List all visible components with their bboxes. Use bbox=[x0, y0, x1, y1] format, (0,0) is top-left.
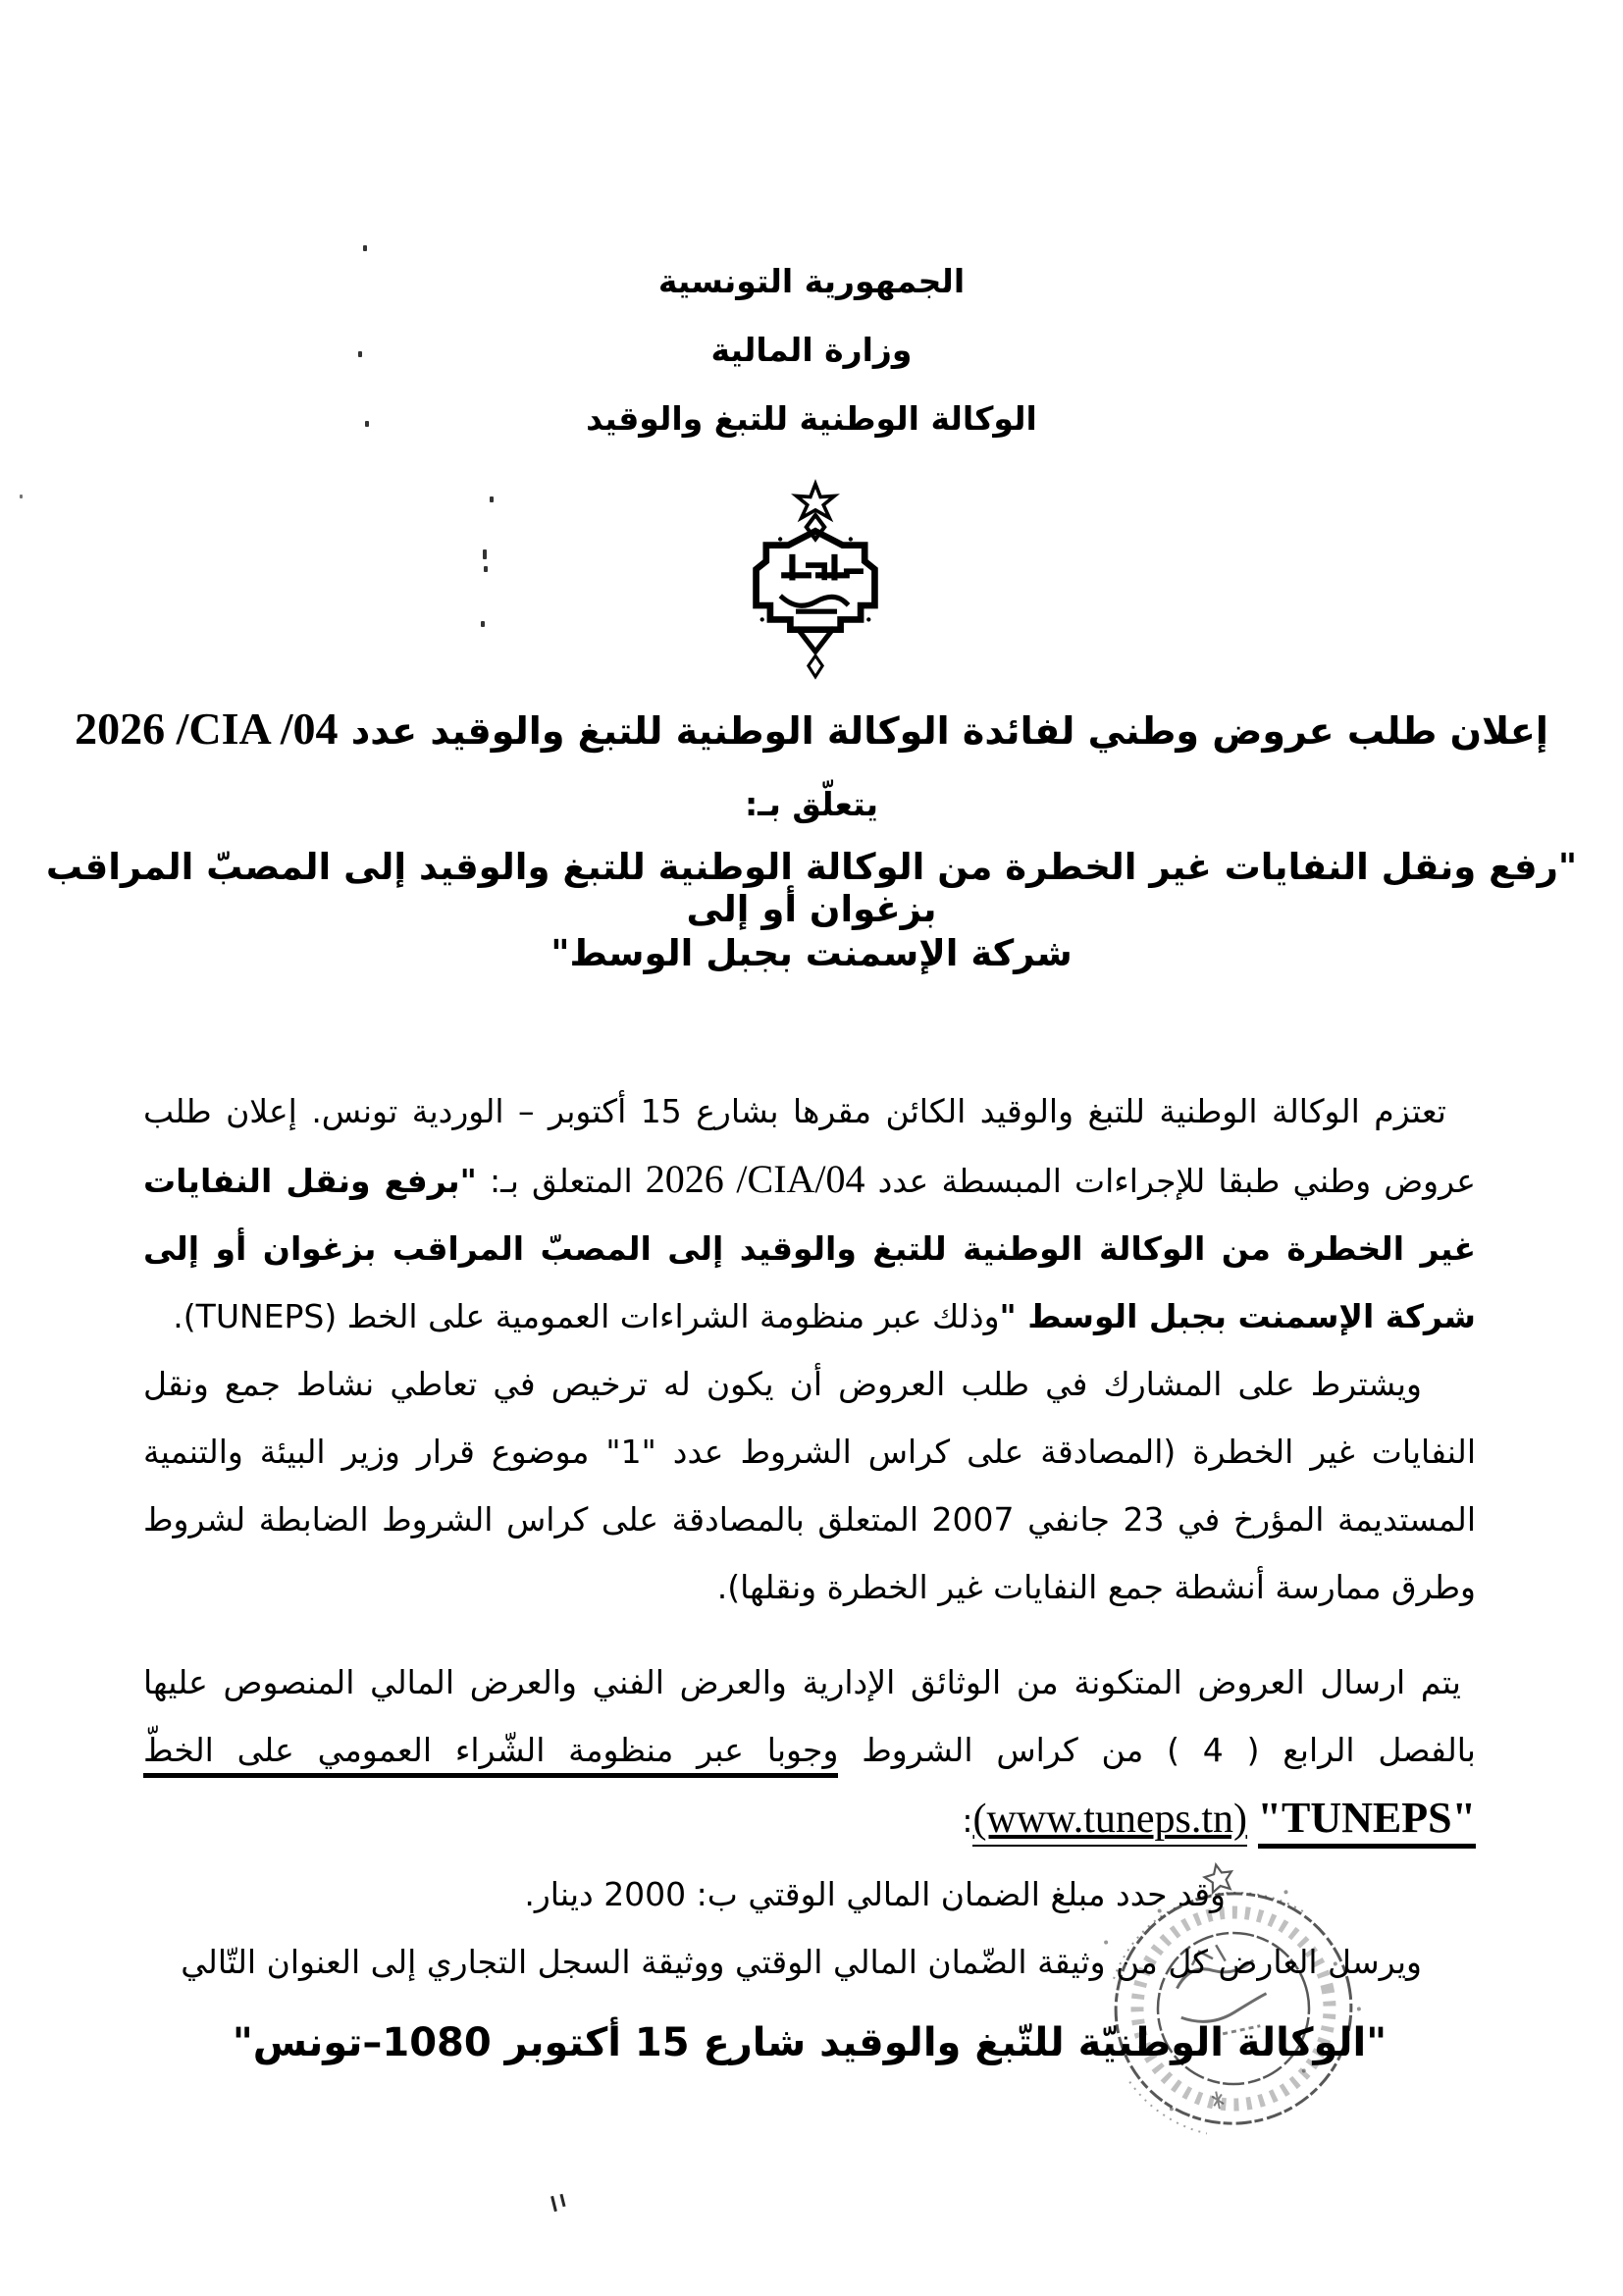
paragraph-submission-colon: : bbox=[962, 1801, 973, 1840]
scan-artifact bbox=[490, 496, 494, 502]
document-body bbox=[143, 1077, 1476, 2077]
paragraph-submission-seg1: يتم ارسال العروض المتكونة من الوثائق الإدارية والعرض الفني والعرض المالي المنصوص عليها بالفصل الرابع ( 4 ) من كراس الشروط bbox=[143, 1663, 1476, 1769]
reference-number-inline: 2026 /CIA/04 bbox=[645, 1157, 865, 1201]
scan-artifact bbox=[365, 421, 369, 427]
paragraph-intent bbox=[143, 1077, 1476, 1350]
scan-artifact bbox=[550, 2196, 557, 2212]
paragraph-intent-seg2: المتعلق بـ: bbox=[476, 1162, 646, 1200]
scan-artifact bbox=[481, 621, 485, 627]
paragraph-intent-subject-bold: "برفع ونقل النفايات غير الخطرة من الوكالة الوطنية للتبغ والوقيد إلى المصبّ المراقب بزغوان أو إلى شركة الإسمنت بجبل الوسط " bbox=[143, 1162, 1476, 1335]
scan-artifact bbox=[358, 351, 362, 357]
agency-emblem-icon bbox=[734, 479, 897, 685]
header-agency: الوكالة الوطنية للتبغ والوقيد bbox=[586, 399, 1037, 438]
tender-title-text: إعلان طلب عروض وطني لفائدة الوكالة الوطنية للتبغ والوقيد عدد bbox=[350, 709, 1548, 753]
tender-subject-line1: "رفع ونقل النفايات غير الخطرة من الوكالة الوطنية للتبغ والوقيد إلى المصبّ المراقب بزغوان أو إلى bbox=[45, 846, 1578, 930]
paragraph-license-requirement: ويشترط على المشارك في طلب العروض أن يكون له ترخيص في تعاطي نشاط جمع ونقل النفايات غير الخطرة (المصادقة على كراس الشروط عدد "1" موضوع قرار وزير البيئة والتنمية المستديمة المؤرخ في 23 جانفي 2007 المتعلق بالمصادقة على كراس الشروط الضابطة لشروط وطرق ممارسة أنشطة جمع النفايات غير الخطرة ونقلها). bbox=[143, 1365, 1476, 1606]
scan-artifact bbox=[483, 549, 487, 559]
agency-address: "الوكالة الوطنيّة للتّبغ والوقيد شارع 15 أكتوبر 1080–تونس" bbox=[232, 2020, 1387, 2065]
tuneps-url: (www.tuneps.tn) bbox=[972, 1797, 1247, 1847]
document-header bbox=[0, 247, 1623, 453]
header-republic: الجمهورية التونسية bbox=[657, 262, 966, 300]
tuneps-label: "TUNEPS" bbox=[1258, 1794, 1476, 1849]
scan-artifact bbox=[363, 245, 367, 251]
tender-subject-line2: شركة الإسمنت بجبل الوسط" bbox=[550, 932, 1073, 974]
paragraph-guarantee-amount: وقد حدد مبلغ الضمان المالي الوقتي ب: 2000 دينار. bbox=[524, 1875, 1226, 1913]
header-ministry: وزارة المالية bbox=[710, 331, 913, 369]
tender-title bbox=[0, 703, 1623, 755]
tender-reference-number: 2026 /CIA /04 bbox=[75, 704, 339, 754]
scan-artifact bbox=[20, 495, 23, 498]
paragraph-send-documents: ويرسل العارض كل من وثيقة الضّمان المالي الوقتي ووثيقة السجل التجاري إلى العنوان التّالي bbox=[181, 1943, 1422, 1981]
paragraph-intent-seg1: تعتزم الوكالة الوطنية للتبغ والوقيد الكائن مقرها بشارع 15 أكتوبر – الوردية تونس. إعلان طلب عروض وطني طبقا للإجراءات المبسطة عدد bbox=[143, 1092, 1476, 1200]
scan-artifact bbox=[559, 2194, 565, 2207]
paragraph-intent-seg3: وذلك عبر منظومة الشراءات العمومية على الخط (TUNEPS). bbox=[173, 1297, 1000, 1335]
paragraph-submission-underlined: وجوبا عبر منظومة الشّراء العمومي على الخطّ bbox=[143, 1731, 838, 1778]
scan-artifact bbox=[484, 566, 488, 572]
paragraph-submission bbox=[143, 1648, 1476, 1854]
concerns-label: يتعلّق بـ: bbox=[744, 785, 879, 823]
